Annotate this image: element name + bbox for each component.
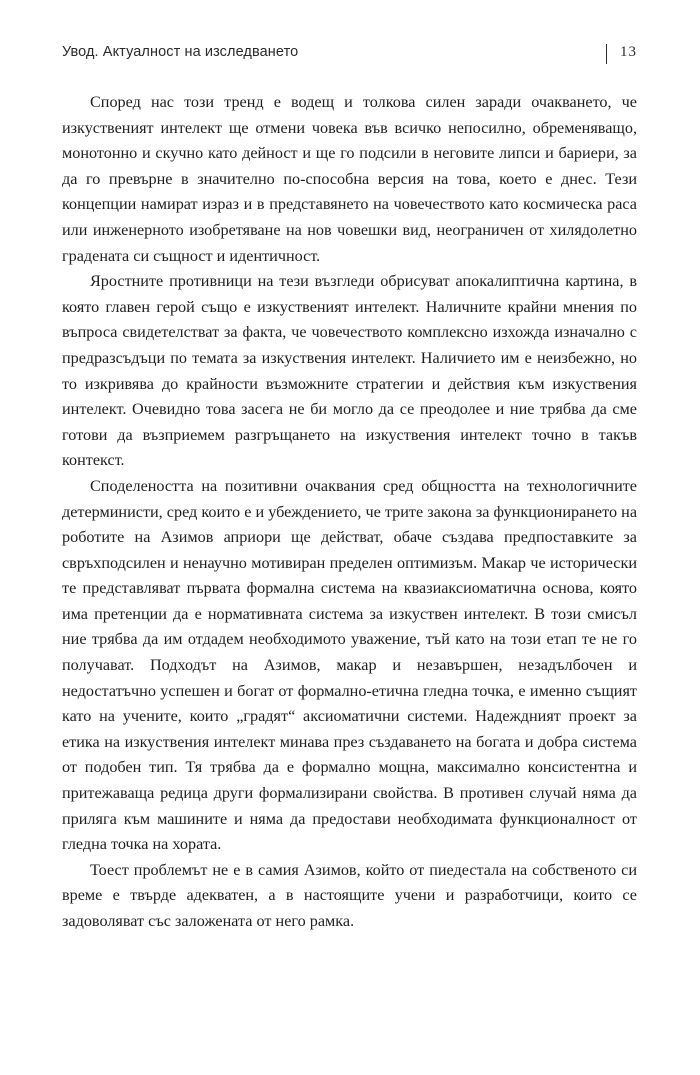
header-divider: [606, 44, 607, 64]
page-number: 13: [620, 44, 637, 60]
paragraph-1: Според нас този тренд е водещ и толкова силен заради очакването, че изкуственият интелект ще отмени човека във всичко непосилно, обременяващо, монотонно и скучно като дейност и ще го подсили в неговите липси и бариери, за да го превърне в значително по-способна версия на това, което е днес. Тези концепции намират израз и в представянето на човечеството като космическа раса или инженерното изобретяване на нов човешки вид, неограничен от хилядолетно градената си същност и идентичност.: [62, 93, 637, 265]
paragraph-2: Яростните противници на тези възгледи обрисуват апокалиптична картина, в която главен герой също е изкуственият интелект. Наличните крайни мнения по въпроса свидетелстват за факта, че човечеството комплексно изхожда изначално с предразсъдъци по темата за изкуствения интелект. Наличието им е неизбежно, но то изкривява до крайности възможните стратегии и действия към изкуствения интелект. Очевидно това засега не би могло да се преодолее и ние трябва да сме готови да възприемем разгръщането на изкуствения интелект точно в такъв контекст.: [62, 272, 637, 470]
body-text: [62, 90, 637, 935]
paragraph-3: Споделеността на позитивни очаквания сред общността на технологичните детерминисти, сред които е и убеждението, че трите закона за функционирането на роботите на Азимов априори ще действат, обаче създава предпоставките за свръхподсилен и ненаучно мотивиран пределен оптимизъм. Макар че исторически те представляват първата формална система на квазиаксиоматична основа, която има претенции да е нормативната система за изкуствен интелект. В този смисъл ние трябва да им отдадем необходимото уважение, тъй като на този етап те не го получават. Подходът на Азимов, макар и незавършен, незадълбочен и недостатъчно успешен и богат от формално-етична гледна точка, е именно същият като на учените, които „градят“ аксиоматични системи. Надеждният проект за етика на изкуствения интелект минава през създаването на богата и добра система от подобен тип. Тя трябва да е формално мощна, максимално консистентна и притежаваща редица други формализирани свойства. В противен случай няма да приляга към машините и няма да предостави необходимата функционалност от гледна точка на хората.: [62, 476, 637, 854]
paragraph-4: Тоест проблемът не е в самия Азимов, който от пиедестала на собственото си време е твърде адекватен, а в настоящите учени и разработчици, които се задоволяват със заложената от него рамка.: [62, 860, 637, 930]
running-header: [62, 44, 637, 66]
running-title: Увод. Актуалност на изследването: [62, 44, 299, 60]
